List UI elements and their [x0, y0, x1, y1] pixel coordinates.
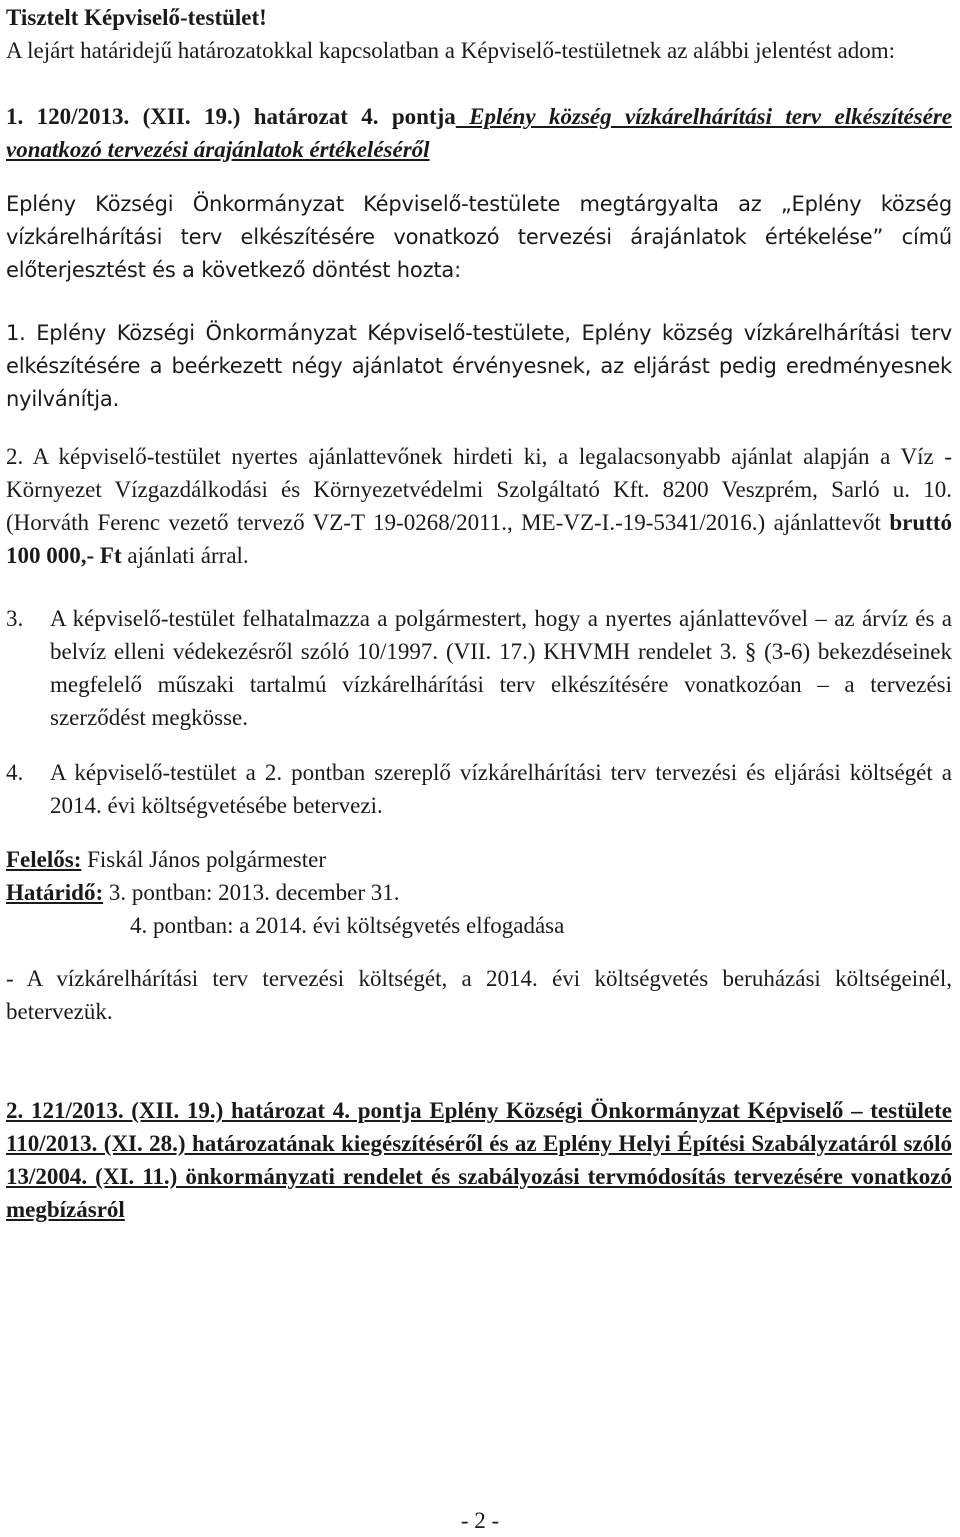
point-3-text: A képviselő-testület felhatalmazza a polgármestert, hogy a nyertes ajánlattevővel – az árvíz és a belvíz elleni védekezésről szóló 10/1997. (VII. 17.) KHVMH rendelet 3. § (3-6) bekezdéseinek megfelelő műszaki tartalmú vízkárelhárítási terv elkészítésére vonatkozóan – a tervezési szerződést megkösse. [50, 606, 952, 730]
responsible-value: Fiskál János polgármester [81, 847, 327, 872]
deadline-row [6, 876, 952, 909]
salutation: Tisztelt Képviselő-testület! [6, 5, 267, 30]
point-1-text: Eplény Községi Önkormányzat Képviselő-testülete, Eplény község vízkárelhárítási terv elkészítésére a beérkezett négy ajánlatot érvényesnek, az eljárást pedig eredményesnek nyilvánítja. [6, 321, 952, 411]
deadline-line-1: 3. pontban: 2013. december 31. [103, 880, 400, 905]
point-4-text: A képviselő-testület a 2. pontban szereplő vízkárelhárítási terv tervezési és eljárási költségét a 2014. évi költségvetésébe betervezi. [50, 760, 952, 818]
section-1-summary: Eplény Községi Önkormányzat Képviselő-testülete megtárgyalta az „Eplény község vízkárelhárítási terv elkészítésére vonatkozó tervezési árajánlatok értékelése” című előterjesztést és a következő döntést hozta: [6, 192, 952, 282]
section-1-point-4 [6, 756, 952, 822]
deadline-line-2: 4. pontban: a 2014. évi költségvetés elfogadása [130, 913, 565, 938]
point-4-number: 4. [6, 760, 24, 785]
section-1-point-1 [6, 317, 952, 416]
section-1-title [6, 100, 952, 166]
point-2-text-a: A képviselő-testület nyertes ajánlattevőnek hirdeti ki, a legalacsonyabb ajánlat alapján a Víz - Környezet Vízgazdálkodási és Környezetvédelmi Szolgáltató Kft. 8200 Veszprém, Sarló u. 10. (Horváth Ferenc vezető tervező VZ-T 19-0268/2011., ME-VZ-I.-19-5341/2016.) ajánlattevőt [6, 444, 952, 535]
intro-paragraph: A lejárt határidejű határozatokkal kapcsolatban a Képviselő-testületnek az alábbi jelentést adom: [6, 38, 895, 63]
point-1-number: 1. [6, 321, 26, 345]
point-2-number: 2. [6, 444, 24, 469]
point-3-number: 3. [6, 606, 24, 631]
page-number: - 2 - [460, 1508, 500, 1533]
point-2-text-b: ajánlati árral. [121, 543, 249, 568]
section-1-report: - A vízkárelhárítási terv tervezési költségét, a 2014. évi költségvetés beruházási költségeinél, betervezük. [6, 966, 952, 1024]
deadline-row-2 [6, 909, 952, 942]
section-1-title-number: 1. 120/2013. (XII. 19.) határozat 4. pontja [6, 104, 456, 129]
point-2-price: bruttó 100 000,- Ft [6, 510, 952, 568]
section-1-point-2 [6, 440, 952, 572]
responsible-row [6, 843, 952, 876]
section-1-title-rest: Eplény község vízkárelhárítási terv elkészítésére vonatkozó tervezési árajánlatok értékeléséről [6, 104, 952, 162]
deadline-label: Határidő: [6, 880, 104, 905]
section-1-point-3 [6, 602, 952, 734]
section-2-title: 2. 121/2013. (XII. 19.) határozat 4. pontja Eplény Községi Önkormányzat Képviselő – testülete 110/2013. (XI. 28.) határozatának kiegészítéséről és az Eplény Helyi Építési Szabályzatáról szóló 13/2004. (XI. 11.) önkormányzati rendelet és szabályozási tervmódosítás tervezésére vonatkozó megbízásról [6, 1098, 952, 1222]
responsible-label: Felelős: [6, 847, 82, 872]
